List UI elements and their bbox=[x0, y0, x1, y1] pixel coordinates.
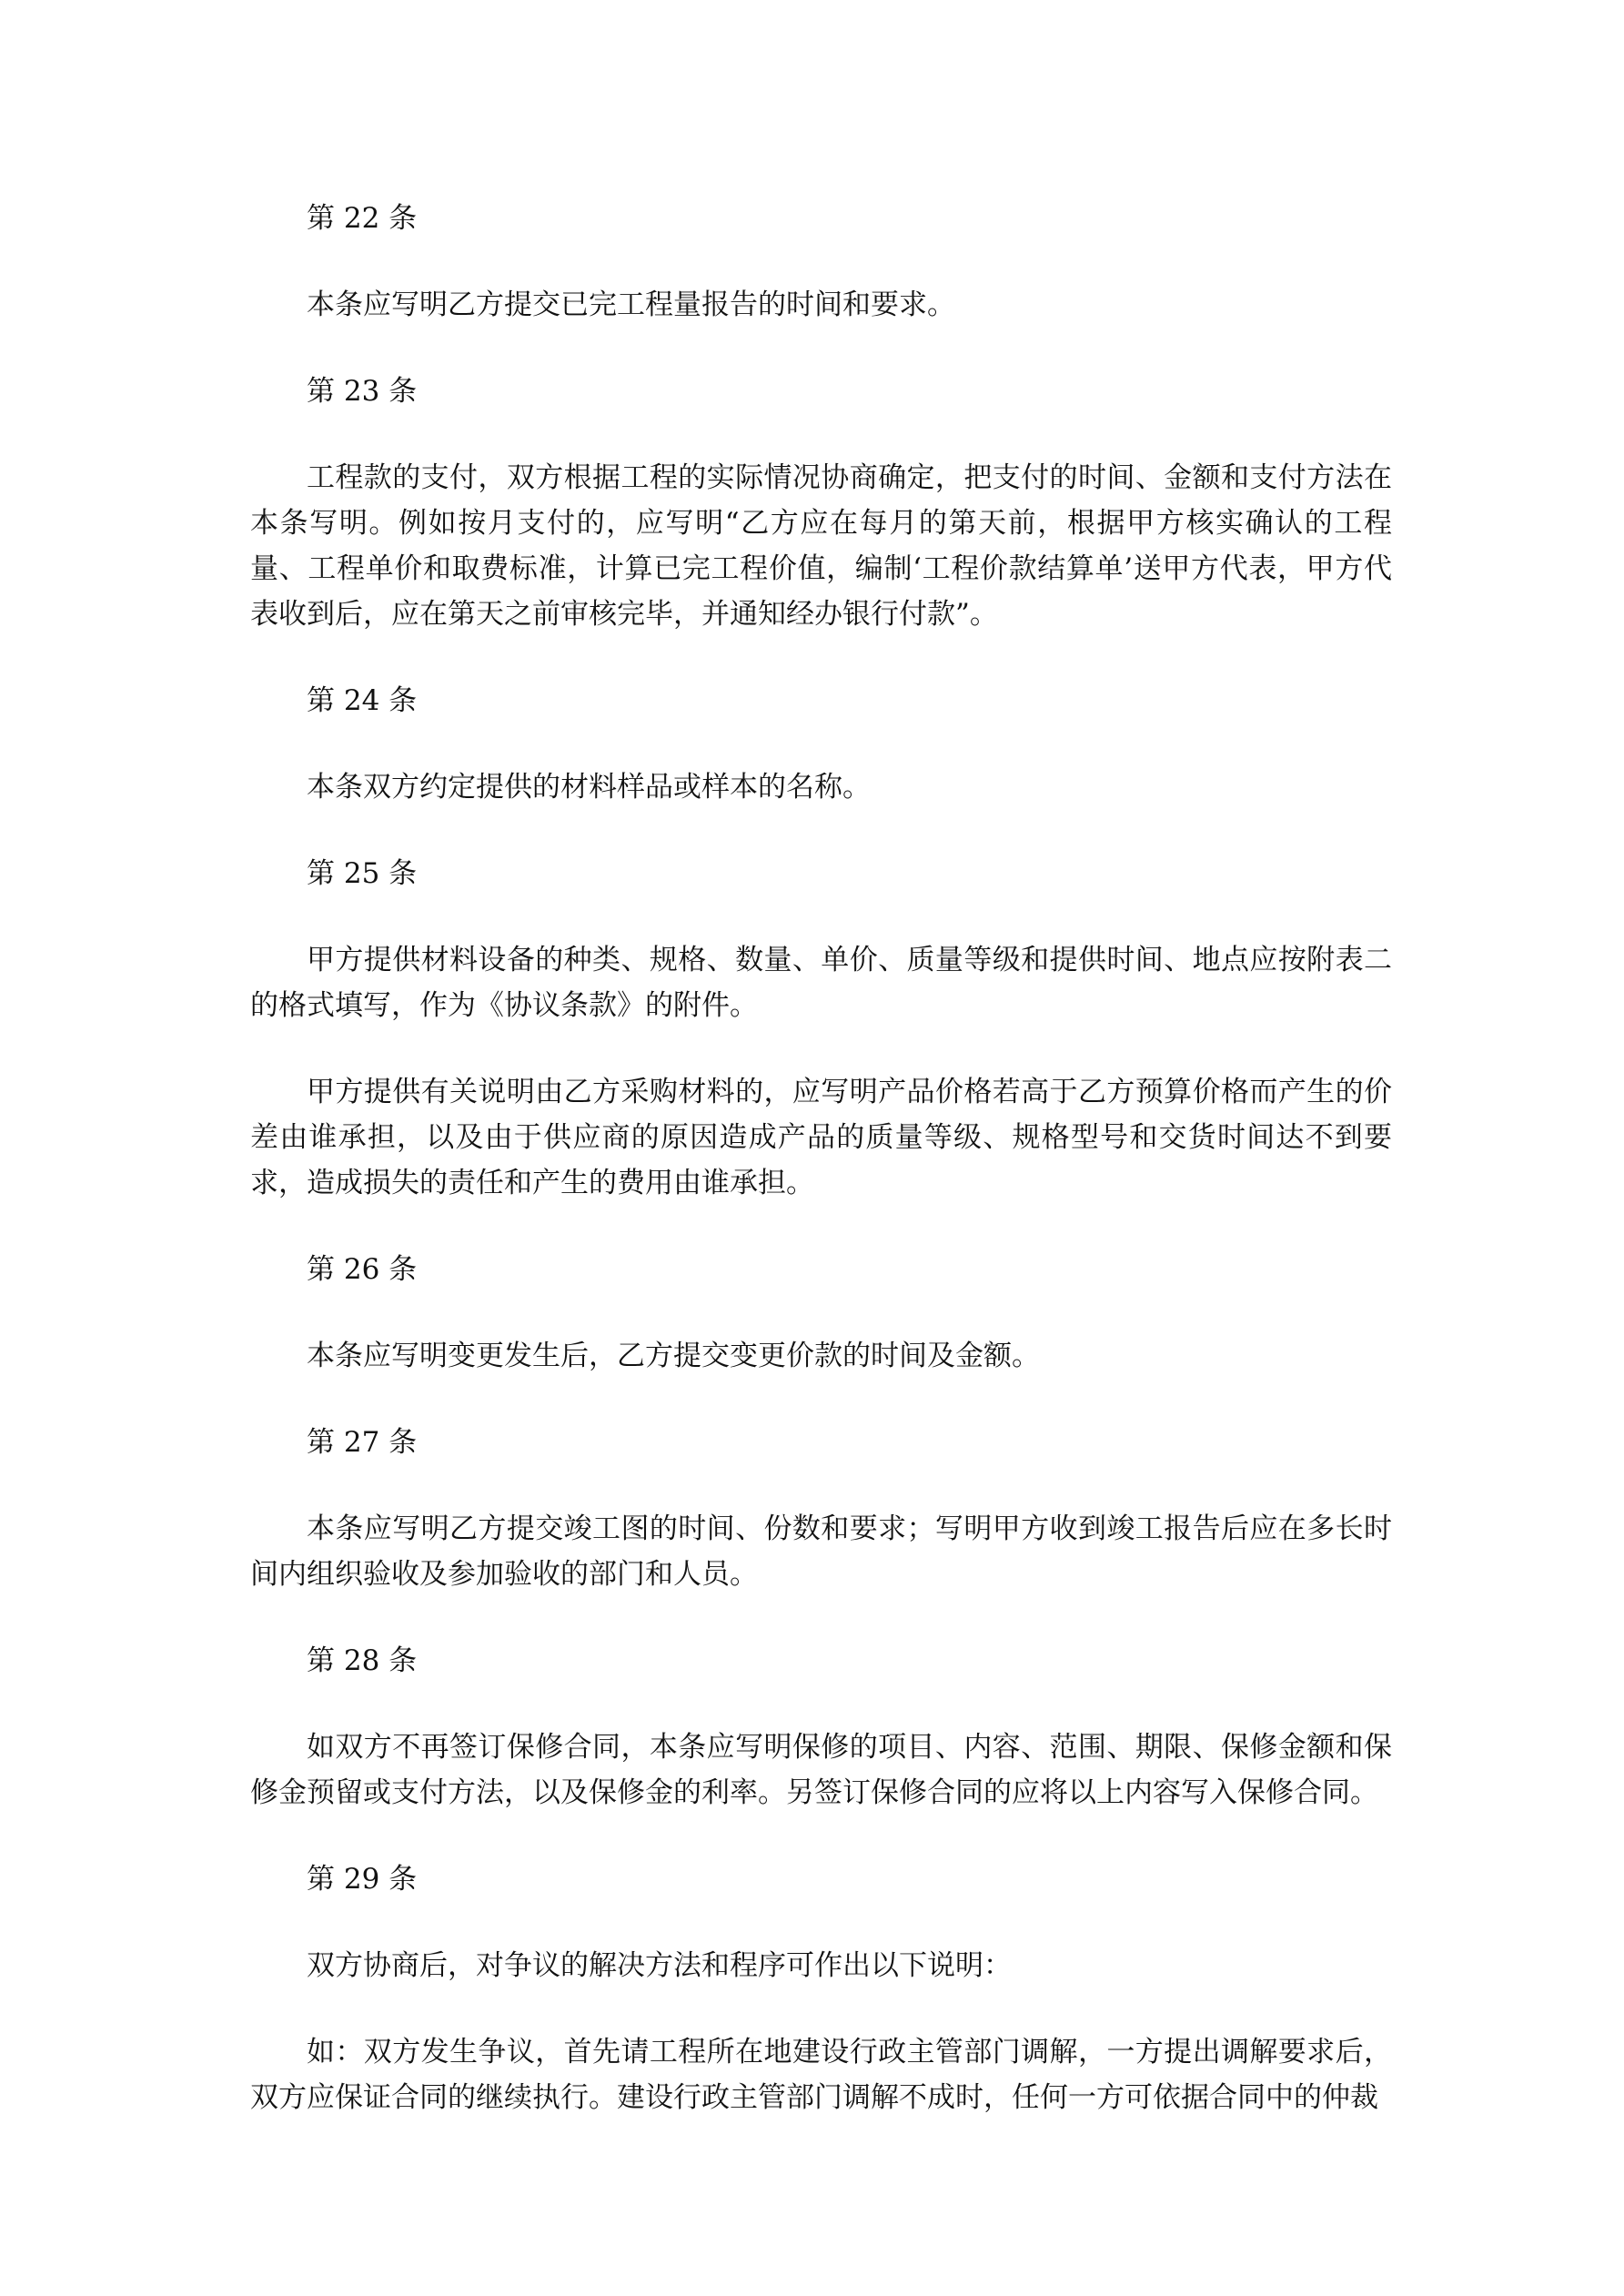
article-26-paragraph: 本条应写明变更发生后，乙方提交变更价款的时间及金额。 bbox=[307, 1340, 1040, 1372]
article-25-paragraph-2: 甲方提供有关说明由乙方采购材料的，应写明产品价格若高于乙方预算价格而产生的价差由谁承担，以及由于供应商的原因造成产品的质量等级、规格型号和交货时间达不到要求，造成损失的责任和产生的费用由谁承担。 bbox=[250, 1076, 1392, 1199]
article-23-paragraph: 工程款的支付，双方根据工程的实际情况协商确定，把支付的时间、金额和支付方法在本条写明。例如按月支付的，应写明“乙方应在每月的第天前，根据甲方核实确认的工程量、工程单价和取费标准，计算已完工程价值，编制‘工程价款结算单’送甲方代表，甲方代表收到后，应在第天之前审核完毕，并通知经办银行付款”。 bbox=[250, 461, 1392, 631]
article-24-paragraph: 本条双方约定提供的材料样品或样本的名称。 bbox=[307, 771, 871, 804]
article-25-heading: 第 25 条 bbox=[307, 857, 418, 890]
article-27-paragraph: 本条应写明乙方提交竣工图的时间、份数和要求；写明甲方收到竣工报告后应在多长时间内组织验收及参加验收的部门和人员。 bbox=[250, 1512, 1392, 1591]
article-22-paragraph: 本条应写明乙方提交已完工程量报告的时间和要求。 bbox=[307, 288, 955, 321]
article-27-heading: 第 27 条 bbox=[307, 1426, 418, 1459]
article-24-heading: 第 24 条 bbox=[307, 684, 418, 717]
article-26-heading: 第 26 条 bbox=[307, 1253, 418, 1286]
article-23-heading: 第 23 条 bbox=[307, 375, 418, 408]
article-22-heading: 第 22 条 bbox=[307, 202, 418, 235]
article-28-heading: 第 28 条 bbox=[307, 1644, 418, 1677]
article-29-paragraph-2: 如：双方发生争议，首先请工程所在地建设行政主管部门调解，一方提出调解要求后，双方应保证合同的继续执行。建设行政主管部门调解不成时，任何一方可依据合同中的仲裁 bbox=[250, 2036, 1392, 2114]
article-25-paragraph-1: 甲方提供材料设备的种类、规格、数量、单价、质量等级和提供时间、地点应按附表二的格式填写，作为《协议条款》的附件。 bbox=[250, 944, 1392, 1022]
article-29-heading: 第 29 条 bbox=[307, 1863, 418, 1896]
article-28-paragraph: 如双方不再签订保修合同，本条应写明保修的项目、内容、范围、期限、保修金额和保修金预留或支付方法，以及保修金的利率。另签订保修合同的应将以上内容写入保修合同。 bbox=[250, 1731, 1392, 1809]
article-29-paragraph-1: 双方协商后，对争议的解决方法和程序可作出以下说明： bbox=[307, 1949, 1012, 1982]
